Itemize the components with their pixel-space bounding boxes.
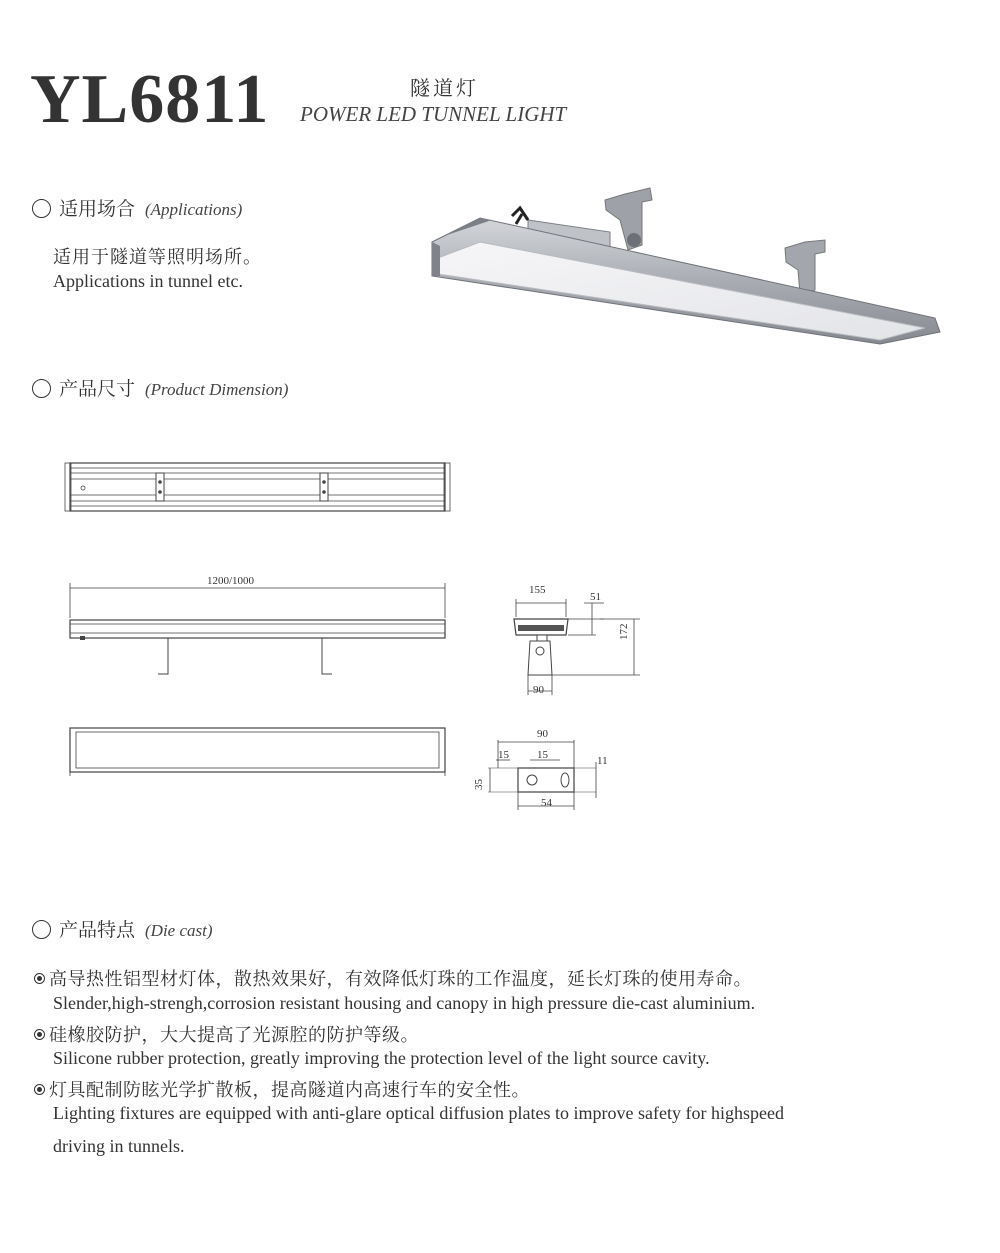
applications-text-en: Applications in tunnel etc.	[53, 271, 243, 291]
bracket-offset-right-label: 11	[597, 755, 608, 767]
double-circle-bullet-icon	[34, 1084, 45, 1095]
applications-heading-en: (Applications)	[145, 200, 243, 219]
feature-item-3-cn: 灯具配制防眩光学扩散板，提高隧道内高速行车的安全性。	[34, 1076, 530, 1102]
feature-item-2-cn: 硅橡胶防护，大大提高了光源腔的防护等级。	[34, 1021, 419, 1047]
feature-item-3-en: Lighting fixtures are equipped with anti-glare optical diffusion plates to improve safety for highspeed	[53, 1103, 784, 1123]
length-dimension-label: 1200/1000	[207, 575, 255, 587]
drawing-end-view	[500, 595, 650, 705]
double-circle-bullet-icon	[34, 1029, 45, 1040]
drawing-side-view	[60, 570, 460, 680]
product-title-cn: 隧道灯	[410, 78, 479, 100]
applications-text-cn: 适用于隧道等照明场所。	[53, 247, 262, 267]
applications-heading	[32, 194, 242, 221]
bracket-width-label: 90	[537, 728, 548, 740]
features-heading	[32, 915, 213, 942]
feature-item-1-en: Slender,high-strengh,corrosion resistant housing and canopy in high pressure die-cast aluminium.	[53, 993, 756, 1013]
drawing-top-view	[60, 455, 460, 525]
dimension-heading	[32, 374, 288, 401]
feature-item-1-cn: 高导热性铝型材灯体，散热效果好，有效降低灯珠的工作温度，延长灯珠的使用寿命。	[34, 965, 752, 991]
product-title-en: POWER LED TUNNEL LIGHT	[300, 102, 567, 126]
feature-item-3-en-line2: driving in tunnels.	[53, 1136, 185, 1156]
circle-bullet-icon	[32, 199, 51, 218]
bracket-offset-left-label: 15	[498, 749, 509, 761]
bracket-span-label: 54	[541, 797, 552, 809]
double-circle-bullet-icon	[34, 973, 45, 984]
dimension-heading-en: (Product Dimension)	[145, 380, 289, 399]
product-photo	[420, 180, 960, 360]
bracket-offset-mid-label: 15	[537, 749, 548, 761]
end-base-label: 90	[533, 684, 544, 696]
dimension-heading-cn: 产品尺寸	[59, 379, 136, 400]
circle-bullet-icon	[32, 379, 51, 398]
end-depth-label: 51	[590, 591, 601, 603]
end-height-label: 172	[618, 623, 630, 640]
features-heading-cn: 产品特点	[59, 920, 136, 941]
bracket-height-label: 35	[473, 779, 485, 790]
end-width-label: 155	[529, 584, 546, 596]
drawing-bottom-view	[60, 718, 460, 788]
circle-bullet-icon	[32, 920, 51, 939]
feature-item-2-en: Silicone rubber protection, greatly improving the protection level of the light source cavity.	[53, 1048, 710, 1068]
model-number: YL6811	[30, 61, 270, 138]
applications-heading-cn: 适用场合	[59, 199, 136, 220]
features-heading-en: (Die cast)	[145, 921, 213, 940]
